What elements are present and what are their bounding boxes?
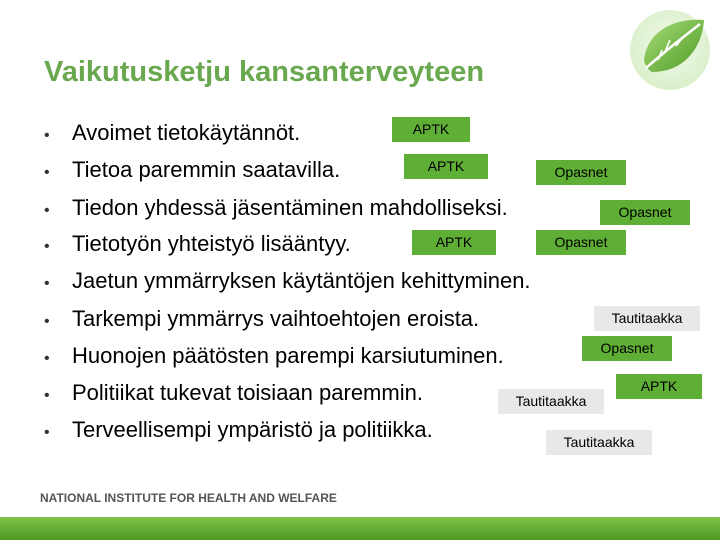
bullet-symbol: •: [44, 164, 50, 181]
list-item: [44, 415, 433, 445]
bullet-symbol: •: [44, 424, 50, 441]
list-item: [44, 378, 423, 408]
bullet-symbol: •: [44, 238, 50, 255]
list-item: [44, 341, 504, 371]
bullet-text: Tietotyön yhteistyö lisääntyy.: [72, 231, 351, 256]
tag-tautitaakka: Tautitaakka: [594, 306, 700, 331]
bullet-text: Huonojen päätösten parempi karsiutuminen.: [72, 343, 504, 368]
tag-opasnet: Opasnet: [536, 230, 626, 255]
tag-tautitaakka: Tautitaakka: [498, 389, 604, 414]
bullet-text: Politiikat tukevat toisiaan paremmin.: [72, 380, 423, 405]
bullet-symbol: •: [44, 202, 50, 219]
list-item: [44, 193, 508, 223]
tag-opasnet: Opasnet: [582, 336, 672, 361]
slide-title: Vaikutusketju kansanterveyteen: [44, 56, 485, 88]
bullet-symbol: •: [44, 127, 50, 144]
list-item: [44, 155, 340, 185]
bullet-text: Avoimet tietokäytännöt.: [72, 120, 301, 145]
bullet-text: Tarkempi ymmärrys vaihtoehtojen eroista.: [72, 306, 480, 331]
list-item: [44, 229, 351, 259]
bullet-text: Tietoa paremmin saatavilla.: [72, 157, 341, 182]
organization-logo-text: NATIONAL INSTITUTE FOR HEALTH AND WELFARE: [40, 491, 337, 505]
bullet-text: Terveellisempi ympäristö ja politiikka.: [72, 417, 433, 442]
tag-tautitaakka: Tautitaakka: [546, 430, 652, 455]
list-item: [44, 266, 531, 296]
list-item: [44, 304, 479, 334]
tag-aptk: APTK: [404, 154, 488, 179]
bullet-symbol: •: [44, 313, 50, 330]
bullet-symbol: •: [44, 275, 50, 292]
bullet-symbol: •: [44, 350, 50, 367]
tag-opasnet: Opasnet: [600, 200, 690, 225]
list-item: [44, 118, 300, 148]
tag-opasnet: Opasnet: [536, 160, 626, 185]
bottom-bar: [0, 517, 720, 540]
tag-aptk: APTK: [392, 117, 470, 142]
bullet-text: Tiedon yhdessä jäsentäminen mahdolliseksi.: [72, 195, 508, 220]
tag-aptk: APTK: [412, 230, 496, 255]
tag-aptk: APTK: [616, 374, 702, 399]
bullet-symbol: •: [44, 387, 50, 404]
bullet-text: Jaetun ymmärryksen käytäntöjen kehittyminen.: [72, 268, 531, 293]
